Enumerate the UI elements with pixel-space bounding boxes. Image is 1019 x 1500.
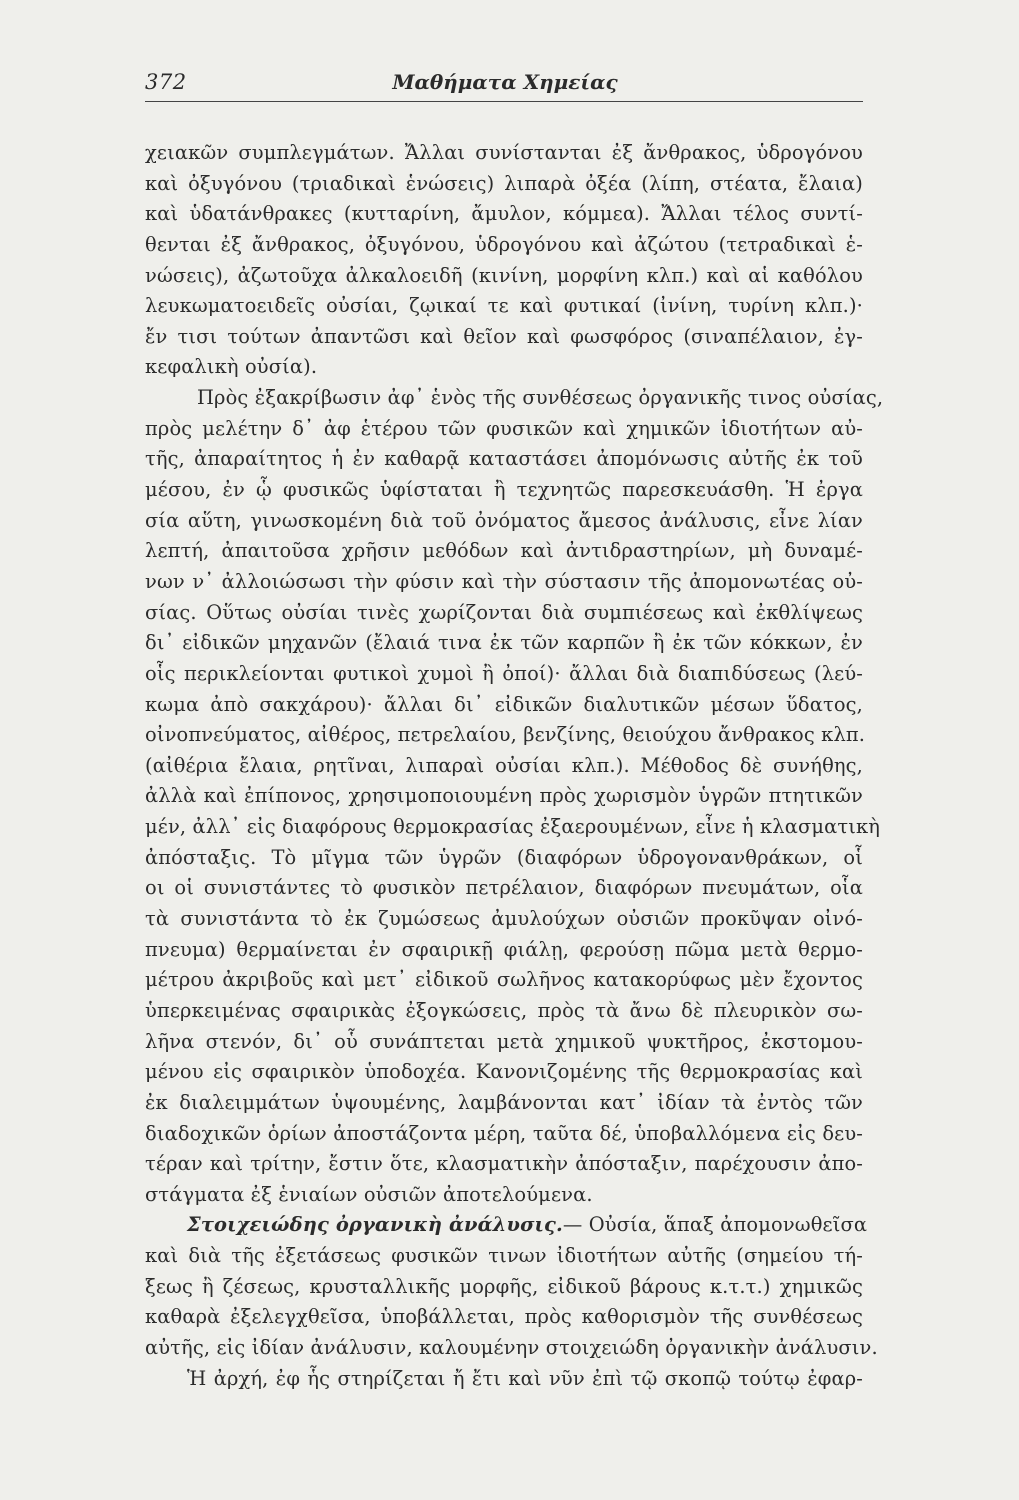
text-line: στάγματα ἐξ ἑνιαίων οὐσιῶν ἀποτελούμενα. xyxy=(145,1182,593,1206)
text-line: μένου εἰς σφαιρικὸν ὑποδοχέα. Κανονιζομένης τῆς θερμοκρασίας καὶ xyxy=(145,1060,863,1084)
text-line: ἀλλὰ καὶ ἐπίπονος, χρησιμοποιουμένη πρὸς χωρισμὸν ὑγρῶν πτητικῶν xyxy=(145,784,863,808)
text-line: χειακῶν συμπλεγμάτων. Ἄλλαι συνίστανται ἐξ ἄνθρακος, ὑδρογόνου xyxy=(145,141,863,164)
text-line: θενται ἐξ ἄνθρακος, ὀξυγόνου, ὑδρογόνου καὶ ἀζώτου (τετραδικαὶ ἑ- xyxy=(145,232,863,256)
text-line: καθαρὰ ἐξελεγχθεῖσα, ὑποβάλλεται, πρὸς καθορισμὸν τῆς συνθέσεως xyxy=(145,1305,863,1329)
text-line: λευκωματοειδεῖς οὐσίαι, ζῳικαί τε καὶ φυτικαί (ἰνίνη, τυρίνη κλπ.)· xyxy=(145,294,863,318)
text-line: ὑπερκειμένας σφαιρικὰς ἐξογκώσεις, πρὸς τὰ ἄνω δὲ πλευρικὸν σω- xyxy=(145,998,863,1022)
page-number: 372 xyxy=(145,70,187,94)
text-line: λεπτή, ἀπαιτοῦσα χρῆσιν μεθόδων καὶ ἀντιδραστηρίων, μὴ δυναμέ- xyxy=(145,539,863,563)
text-line: Πρὸς ἐξακρίβωσιν ἀφ᾽ ἑνὸς τῆς συνθέσεως ὀργανικῆς τινος οὐσίας, xyxy=(197,386,884,410)
text-line: δι᾽ εἰδικῶν μηχανῶν (ἔλαιά τινα ἐκ τῶν καρπῶν ἢ ἐκ τῶν κόκκων, ἐν xyxy=(145,631,863,655)
section-heading: Στοιχειώδης ὀργανικὴ ἀνάλυσις. xyxy=(187,1213,563,1237)
text-line: (αἰθέρια ἔλαια, ρητῖναι, λιπαραὶ οὐσίαι κλπ.). Μέθοδος δὲ συνήθης, xyxy=(145,753,863,777)
header-rule xyxy=(145,101,863,102)
text-line: αὐτῆς, εἰς ἰδίαν ἀνάλυσιν, καλουμένην στοιχειώδη ὀργανικὴν ἀνάλυσιν. xyxy=(145,1335,878,1359)
text-line: διαδοχικῶν ὁρίων ἀποστάζοντα μέρη, ταῦτα δέ, ὑποβαλλόμενα εἰς δευ- xyxy=(145,1121,863,1145)
text-line: κεφαλικὴ οὐσία). xyxy=(145,355,318,379)
text-line: ἐκ διαλειμμάτων ὑψουμένης, λαμβάνονται κατ᾽ ἰδίαν τὰ ἐντὸς τῶν xyxy=(145,1090,863,1114)
text-line: νώσεις), ἀζωτοῦχα ἀλκαλοειδῆ (κινίνη, μορφίνη κλπ.) καὶ αἱ καθόλου xyxy=(145,263,863,287)
text-line: καὶ ὀξυγόνου (τριαδικαὶ ἑνώσεις) λιπαρὰ ὀξέα (λίπη, στέατα, ἔλαια) xyxy=(145,171,863,195)
text-line: σίας. Οὕτως οὐσίαι τινὲς χωρίζονται διὰ συμπιέσεως καὶ ἐκθλίψεως xyxy=(145,600,863,624)
text-line: Ἡ ἀρχή, ἐφ ἧς στηρίζεται ἤ ἔτι καὶ νῦν ἐπὶ τῷ σκοπῷ τούτῳ ἐφαρ- xyxy=(187,1366,863,1390)
text-line: τῆς, ἀπαραίτητος ἡ ἐν καθαρᾷ καταστάσει ἀπομόνωσις αὐτῆς ἐκ τοῦ xyxy=(145,447,863,471)
text-line: τέραν καὶ τρίτην, ἔστιν ὅτε, κλασματικὴν ἀπόσταξιν, παρέχουσιν ἀπο- xyxy=(145,1152,863,1176)
body-text xyxy=(145,138,884,1394)
text-line: καὶ διὰ τῆς ἐξετάσεως φυσικῶν τινων ἰδιοτήτων αὐτῆς (σημείου τή- xyxy=(145,1244,863,1268)
section-heading-line xyxy=(145,1210,868,1241)
text-line: νων ν᾽ ἀλλοιώσωσι τὴν φύσιν καὶ τὴν σύστασιν τῆς ἀπομονωτέας οὐ- xyxy=(145,569,863,593)
text-line: πρὸς μελέτην δ᾽ ἀφ ἑτέρου τῶν φυσικῶν καὶ χημικῶν ἰδιοτήτων αὐ- xyxy=(145,416,863,440)
text-line: καὶ ὑδατάνθρακες (κυτταρίνη, ἄμυλον, κόμμεα). Ἄλλαι τέλος συντί- xyxy=(145,202,863,226)
text-line: οἷς περικλείονται φυτικοὶ χυμοὶ ἢ ὀποί)· ἄλλαι διὰ διαπιδύσεως (λεύ- xyxy=(145,661,863,685)
text-line: μέτρου ἀκριβοῦς καὶ μετ᾽ εἰδικοῦ σωλῆνος κατακορύφως μὲν ἔχοντος xyxy=(145,968,863,992)
text-line: τὰ συνιστάντα τὸ ἐκ ζυμώσεως ἀμυλούχων οὐσιῶν προκῦψαν οἰνό- xyxy=(145,907,863,931)
text-line: οἰνοπνεύματος, αἰθέρος, πετρελαίου, βενζίνης, θειούχου ἄνθρακος κλπ. xyxy=(145,723,866,747)
text-line: μέσου, ἐν ᾧ φυσικῶς ὑφίσταται ἢ τεχνητῶς παρεσκευάσθη. Ἡ ἐργα xyxy=(145,478,863,502)
text-line: μέν, ἀλλ᾽ εἰς διαφόρους θερμοκρασίας ἐξαερουμένων, εἶνε ἡ κλασματικὴ xyxy=(145,815,881,839)
text-line: πνευμα) θερμαίνεται ἐν σφαιρικῇ φιάλῃ, φερούσῃ πῶμα μετὰ θερμο- xyxy=(145,937,863,961)
page-header xyxy=(145,70,865,98)
running-title: Μαθήματα Χημείας xyxy=(392,70,618,94)
text-line: λῆνα στενόν, δι᾽ οὗ συνάπτεται μετὰ χημικοῦ ψυκτῆρος, ἐκστομου- xyxy=(145,1029,863,1053)
text-line: ἔν τισι τούτων ἀπαντῶσι καὶ θεῖον καὶ φωσφόρος (σιναπέλαιον, ἐγ- xyxy=(145,324,863,348)
section-heading-rest: — Οὐσία, ἅπαξ ἀπομονωθεῖσα xyxy=(562,1213,868,1237)
text-line: οι οἱ συνιστάντες τὸ φυσικὸν πετρέλαιον, διαφόρων πνευμάτων, οἷα xyxy=(145,876,863,900)
text-line: ξεως ἢ ζέσεως, κρυσταλλικῆς μορφῆς, εἰδικοῦ βάρους κ.τ.τ.) χημικῶς xyxy=(145,1274,863,1298)
text-line: κωμα ἀπὸ σακχάρου)· ἄλλαι δι᾽ εἰδικῶν διαλυτικῶν μέσων ὕδατος, xyxy=(145,692,863,716)
text-line: ἀπόσταξις. Τὸ μῖγμα τῶν ὑγρῶν (διαφόρων ὑδρογονανθράκων, οἷ xyxy=(145,845,863,869)
text-line: σία αὕτη, γινωσκομένη διὰ τοῦ ὀνόματος ἄμεσος ἀνάλυσις, εἶνε λίαν xyxy=(145,508,863,532)
